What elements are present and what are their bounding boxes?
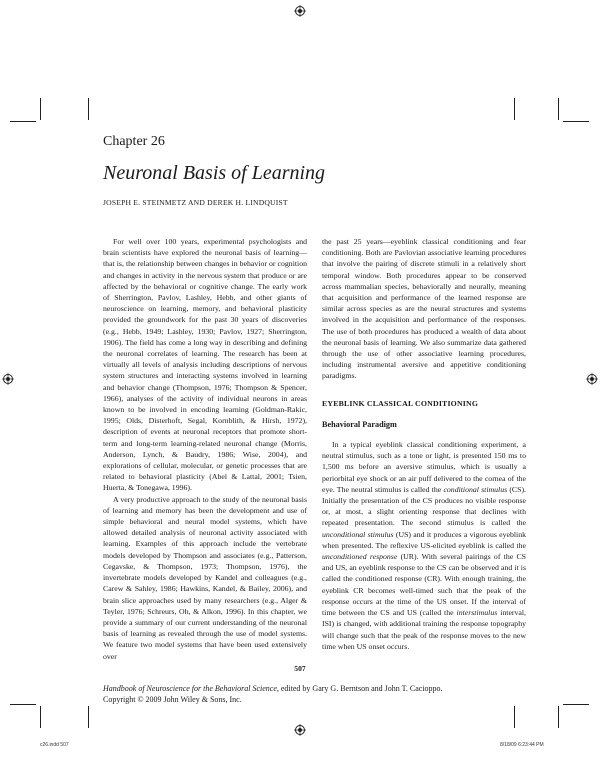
copyright-notice: Copyright © 2009 John Wiley & Sons, Inc.	[103, 695, 242, 704]
term-interstimulus: interstimulus	[456, 608, 498, 618]
text-run: In a typical eyeblink classical conditioning experiment, a neutral stimulus, such as a tone or light, is presented 150 ms to 1,500 ms before an aversive stimulus, which is usually a periorbital eye shock or an air puff delivered to the cornea of the eye. The neutral stimulus is called the	[322, 440, 526, 494]
book-title: Handbook of Neuroscience for the Behavioral Science	[103, 684, 277, 693]
registration-mark-top	[294, 5, 306, 17]
print-slug-file: c26.indd 507	[40, 742, 69, 748]
crop-mark	[40, 98, 41, 120]
body-paragraph: For well over 100 years, experimental psychologists and brain scientists have explored the neuronal basis of learning—that is, the relationship between changes in behavior or cognition and changes in activity in the nervous system that produce or are affected by the behavioral or cognitive change. The early work of Sherrington, Pavlov, Lashley, Hebb, and other giants of neuroscience on learning, memory, and behavioral plasticity provided the groundwork for the past 30 years of discoveries (e.g., Hebb, 1949; Lashley, 1930; Pavlov, 1927; Sherrington, 1906). The field has come a long way in describing and defining the neuronal correlates of learning. The research has been at virtually all levels of analysis including descriptions of nervous system structures and interacting systems involved in learning and behavior change (Thompson, 1976; Thompson & Spencer, 1966), analyses of the activity of individual neurons in areas known to be involved in encoding learning (Goldman-Rakic, 1995; Olds, Disterhoft, Segal, Kornblith, & Hirsh, 1972), description of events at neuronal receptors that promote short-term and long-term learning-related neuronal change (Morris, Anderson, Lynch, & Baudry, 1986; Wise, 2004), and explorations of cellular, molecular, or genetic processes that are related to behavioral plasticity (Abel & Lattal, 2001; Tsien, Huerta, & Tonegawa, 1996).	[103, 237, 307, 493]
crop-mark	[558, 706, 559, 728]
chapter-authors: JOSEPH E. STEINMETZ AND DEREK H. LINDQUIST	[103, 198, 288, 207]
crop-mark	[558, 98, 559, 120]
page-number: 507	[294, 664, 306, 673]
crop-mark	[514, 98, 515, 120]
crop-mark	[40, 706, 41, 728]
chapter-label: Chapter 26	[103, 134, 165, 149]
term-unconditioned-response: unconditioned response	[322, 552, 398, 562]
crop-mark	[88, 706, 89, 728]
term-unconditional-stimulus: unconditional stimulus	[322, 529, 394, 539]
text-run: (US) and it produces a vigorous eyeblink when presented. The reflexive US-elicited eyeblink is called the	[322, 529, 527, 550]
crop-mark	[563, 704, 589, 705]
left-column	[103, 236, 307, 662]
right-column	[322, 236, 526, 652]
crop-mark	[10, 121, 36, 122]
crop-mark	[514, 706, 515, 728]
section-heading: EYEBLINK CLASSICAL CONDITIONING	[322, 398, 479, 408]
citation-editors: , edited by Gary G. Berntson and John T. Cacioppo.	[276, 684, 443, 693]
chapter-title: Neuronal Basis of Learning	[103, 162, 326, 184]
footer-citation	[103, 683, 443, 705]
print-slug-timestamp: 8/18/09 6:23:44 PM	[500, 742, 544, 748]
registration-mark-left	[2, 373, 14, 385]
crop-mark	[10, 704, 36, 705]
text-run: (CS). Initially the presentation of the CS produces no visible response or, at most, a slight orienting response that declines with repeated presentation. The second stimulus is called the	[322, 484, 526, 528]
crop-mark	[563, 121, 589, 122]
body-paragraph	[322, 439, 526, 652]
registration-mark-right	[586, 373, 598, 385]
registration-mark-bottom	[294, 724, 306, 736]
crop-mark	[88, 98, 89, 120]
term-conditional-stimulus: conditional stimulus	[443, 484, 508, 494]
subsection-heading: Behavioral Paradigm	[322, 419, 397, 429]
text-run: interval, ISI) is changed, with additional training the response topography will change such that the peak of the response moves to the new time when US onset occurs.	[322, 608, 527, 651]
body-paragraph: the past 25 years—eyeblink classical conditioning and fear conditioning. Both are Pavlovian associative learning procedures that involve the pairing of discrete stimuli in a relatively short temporal window. Both procedures appear to be conserved across mammalian species, behaviorally and neurally, meaning that acquisition and performance of the learned response are similar across species as are the neural structures and systems involved in the acquisition and performance of the responses. The use of both procedures has produced a wealth of data about the neuronal basis of learning. We also summarize data gathered through the use of other associative learning procedures, including instrumental aversive and appetitive conditioning paradigms.	[322, 237, 526, 381]
body-paragraph: A very productive approach to the study of the neuronal basis of learning and memory has been the development and use of simple behavioral and neural model systems, which have allowed detailed analysis of neuronal activity associated with learning. Examples of this approach include the vertebrate models developed by Thompson and associates (e.g., Patterson, Cegavske, & Thompson, 1973; Thompson, 1976), the invertebrate models developed by Kandel and colleagues (e.g., Carew & Sahley, 1986; Hawkins, Kandel, & Bailey, 2006), and brain slice approaches used by many researchers (e.g., Alger & Teyler, 1976; Schreurs, Oh, & Alkon, 1996). In this chapter, we provide a summary of our current understanding of the neuronal basis of learning as revealed through the use of model systems. We feature two model systems that have been used extensively over	[103, 494, 307, 661]
text-run: (UR). With several pairings of the CS and US, an eyeblink response to the CS can be observed and it is called the conditioned response (CR). With enough training, the eyeblink CR becomes well-timed such that the peak of the response occurs at the time of the US onset. If the interval of time between the CS and US (called the	[322, 552, 526, 618]
